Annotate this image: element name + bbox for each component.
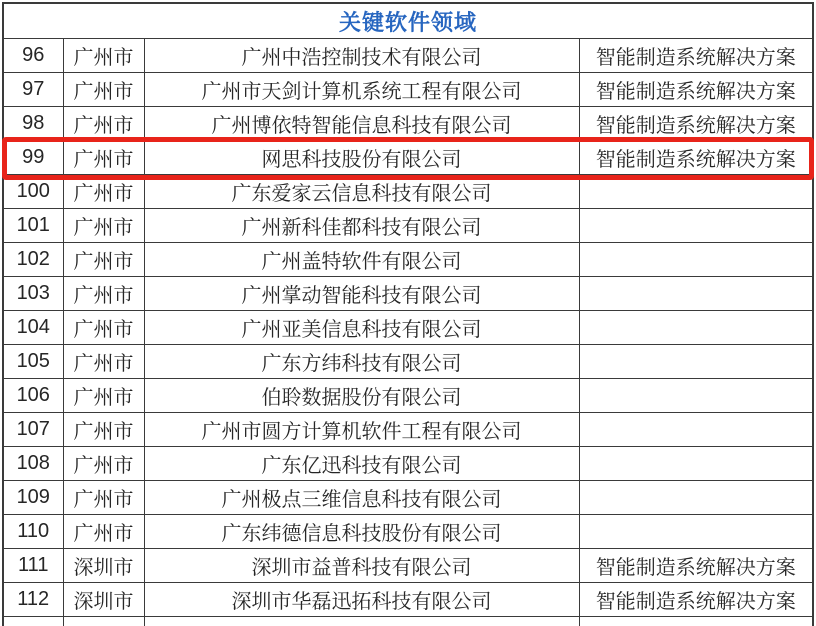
company-cell: 网思科技股份有限公司 [144, 141, 579, 175]
company-cell: 广州掌动智能科技有限公司 [144, 277, 579, 311]
table-row [3, 73, 813, 107]
solution-cell [579, 311, 813, 345]
solution-cell [579, 209, 813, 243]
company-cell: 广州亚美信息科技有限公司 [144, 311, 579, 345]
city-cell: 广州市 [63, 209, 144, 243]
table-row [3, 175, 813, 209]
company-cell: 深圳市益普科技有限公司 [144, 549, 579, 583]
city-cell: 广州市 [63, 175, 144, 209]
company-cell: 广州博依特智能信息科技有限公司 [144, 107, 579, 141]
row-number: 102 [3, 243, 63, 277]
row-number: 104 [3, 311, 63, 345]
table-row [3, 447, 813, 481]
solution-cell: 智能制造系统解决方案 [579, 141, 813, 175]
table-title: 关键软件领域 [3, 3, 813, 39]
row-number: 98 [3, 107, 63, 141]
company-cell: 广州市天剑计算机系统工程有限公司 [144, 73, 579, 107]
city-cell: 广州市 [63, 277, 144, 311]
table-row [3, 39, 813, 73]
company-cell: 广东爱家云信息科技有限公司 [144, 175, 579, 209]
row-number: 111 [3, 549, 63, 583]
company-cell: 广东方纬科技有限公司 [144, 345, 579, 379]
solution-cell [579, 345, 813, 379]
city-cell: 广州市 [63, 311, 144, 345]
table-row [3, 277, 813, 311]
solution-cell [579, 413, 813, 447]
solution-cell [579, 481, 813, 515]
row-number: 103 [3, 277, 63, 311]
table-row [3, 107, 813, 141]
row-number: 96 [3, 39, 63, 73]
city-cell: 广州市 [63, 413, 144, 447]
solution-cell: 智能制造系统解决方案 [579, 107, 813, 141]
table-row [3, 311, 813, 345]
company-cell: 广州新科佳都科技有限公司 [144, 209, 579, 243]
table-wrapper [2, 2, 814, 626]
row-number: 108 [3, 447, 63, 481]
table-row [3, 515, 813, 549]
solution-cell: 智能制造系统解决方案 [579, 39, 813, 73]
table-body [3, 39, 813, 617]
table-row [3, 481, 813, 515]
company-cell: 伯聆数据股份有限公司 [144, 379, 579, 413]
row-number: 106 [3, 379, 63, 413]
title-row [3, 3, 813, 39]
city-cell: 广州市 [63, 141, 144, 175]
company-cell: 深圳市华磊迅拓科技有限公司 [144, 583, 579, 617]
row-number: 107 [3, 413, 63, 447]
solution-cell: 智能制造系统解决方案 [579, 549, 813, 583]
solution-cell: 智能制造系统解决方案 [579, 583, 813, 617]
table-row [3, 345, 813, 379]
city-cell: 广州市 [63, 481, 144, 515]
company-cell: 广州极点三维信息科技有限公司 [144, 481, 579, 515]
city-cell: 广州市 [63, 379, 144, 413]
solution-cell [579, 277, 813, 311]
row-number: 109 [3, 481, 63, 515]
table-row [3, 141, 813, 175]
city-cell: 广州市 [63, 447, 144, 481]
city-cell: 广州市 [63, 345, 144, 379]
company-cell: 广州中浩控制技术有限公司 [144, 39, 579, 73]
city-cell: 深圳市 [63, 583, 144, 617]
row-number: 105 [3, 345, 63, 379]
city-cell: 广州市 [63, 243, 144, 277]
table-row [3, 413, 813, 447]
table-row [3, 243, 813, 277]
city-cell: 广州市 [63, 39, 144, 73]
solution-cell [579, 515, 813, 549]
table-row [3, 209, 813, 243]
city-cell: 广州市 [63, 73, 144, 107]
table-row [3, 549, 813, 583]
company-cell: 广东亿迅科技有限公司 [144, 447, 579, 481]
key-software-table [2, 2, 814, 626]
solution-cell [579, 175, 813, 209]
solution-cell [579, 447, 813, 481]
city-cell: 深圳市 [63, 549, 144, 583]
solution-cell: 智能制造系统解决方案 [579, 73, 813, 107]
row-number: 110 [3, 515, 63, 549]
row-number: 112 [3, 583, 63, 617]
row-number: 99 [3, 141, 63, 175]
partial-row-body [3, 617, 813, 626]
solution-cell [579, 379, 813, 413]
solution-cell [579, 243, 813, 277]
city-cell: 广州市 [63, 515, 144, 549]
table-row [3, 583, 813, 617]
row-number: 100 [3, 175, 63, 209]
company-cell: 广东纬德信息科技股份有限公司 [144, 515, 579, 549]
company-cell: 广州盖特软件有限公司 [144, 243, 579, 277]
table-row [3, 379, 813, 413]
row-number: 101 [3, 209, 63, 243]
row-number: 97 [3, 73, 63, 107]
partial-row [3, 617, 813, 626]
company-cell: 广州市圆方计算机软件工程有限公司 [144, 413, 579, 447]
city-cell: 广州市 [63, 107, 144, 141]
